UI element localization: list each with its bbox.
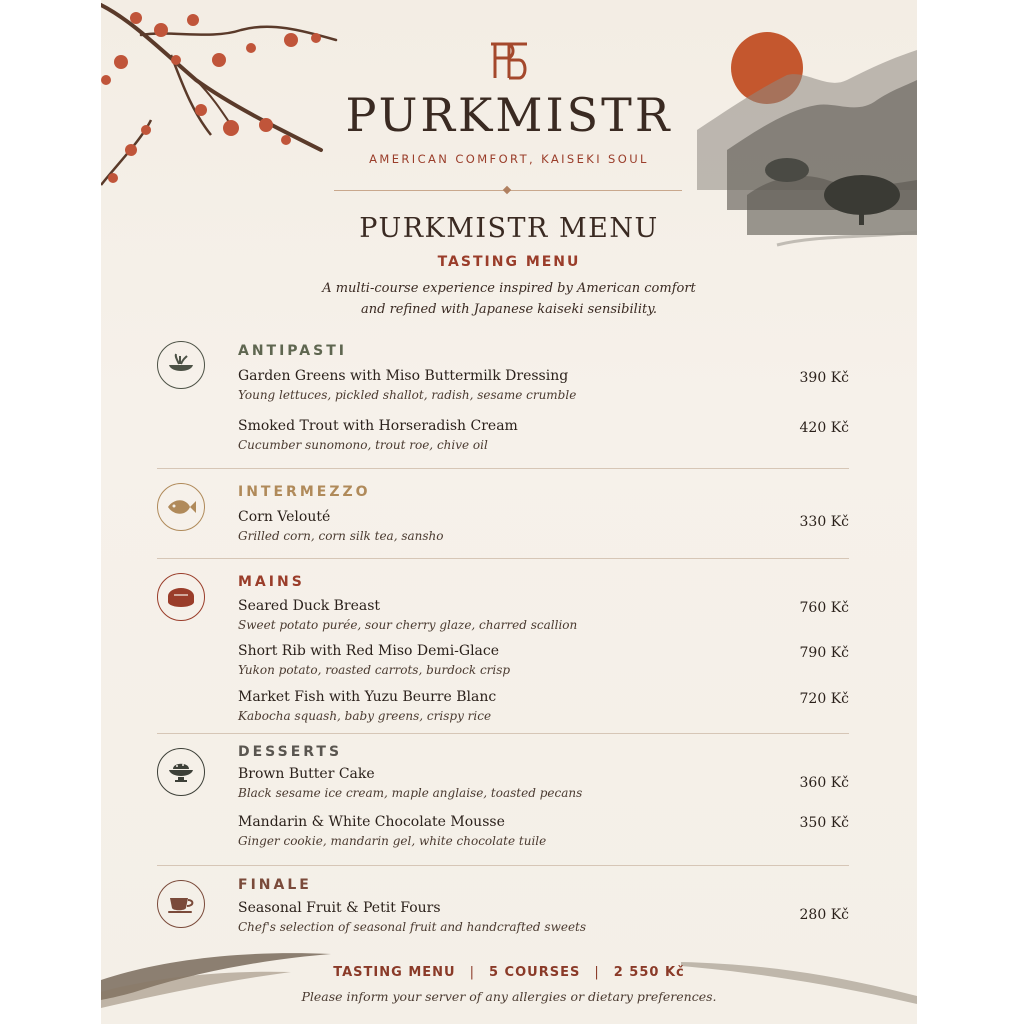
brand-tagline: AMERICAN COMFORT, KAISEKI SOUL — [369, 152, 649, 166]
footer-courses: 5 COURSES — [488, 965, 581, 980]
teacup-icon — [157, 880, 205, 928]
footer-label: TASTING MENU — [333, 965, 456, 980]
menu-item-description: Black sesame ice cream, maple anglaise, toasted pecans — [238, 786, 583, 800]
menu-item-price: 330 Kč — [799, 514, 849, 530]
menu-item-price: 350 Kč — [799, 815, 849, 831]
menu-item-price: 390 Kč — [799, 370, 849, 386]
menu-item-price: 280 Kč — [799, 907, 849, 923]
menu-subtitle: TASTING MENU — [437, 254, 581, 270]
menu-item-name: Garden Greens with Miso Buttermilk Dressing — [238, 368, 569, 384]
bowl-greens-icon — [157, 341, 205, 389]
section-divider — [157, 733, 849, 734]
footer-separator: | — [469, 965, 475, 980]
menu-item-description: Young lettuces, pickled shallot, radish, sesame crumble — [238, 388, 577, 402]
divider-ornament — [503, 186, 511, 194]
dessert-bowl-icon — [157, 748, 205, 796]
menu-item-price: 760 Kč — [799, 600, 849, 616]
intro-line-1: A multi-course experience inspired by American comfort — [322, 281, 696, 296]
menu-item-name: Brown Butter Cake — [238, 766, 375, 782]
allergy-note: Please inform your server of any allergies or dietary preferences. — [301, 989, 717, 1004]
menu-item-description: Yukon potato, roasted carrots, burdock crisp — [238, 663, 511, 677]
menu-item-description: Kabocha squash, baby greens, crispy rice — [238, 709, 492, 723]
footer-total-price: 2 550 Kč — [613, 965, 685, 980]
section-title-intermezzo: INTERMEZZO — [238, 484, 371, 500]
menu-page — [101, 0, 917, 1024]
steak-icon — [157, 573, 205, 621]
fish-icon — [157, 483, 205, 531]
menu-item-name: Seasonal Fruit & Petit Fours — [238, 900, 441, 916]
menu-item-price: 720 Kč — [799, 691, 849, 707]
section-divider — [157, 468, 849, 469]
brand-monogram-logo — [491, 42, 527, 80]
section-title-antipasti: ANTIPASTI — [238, 343, 347, 359]
menu-item-name: Market Fish with Yuzu Beurre Blanc — [238, 689, 497, 705]
menu-item-name: Smoked Trout with Horseradish Cream — [238, 418, 518, 434]
footer-separator: | — [594, 965, 600, 980]
section-title-finale: FINALE — [238, 877, 312, 893]
menu-title: PURKMISTR MENU — [359, 213, 659, 244]
brush-stroke-decoration — [101, 940, 917, 1024]
section-title-desserts: DESSERTS — [238, 744, 343, 760]
menu-item-description: Ginger cookie, mandarin gel, white chocolate tuile — [238, 834, 547, 848]
menu-item-name: Seared Duck Breast — [238, 598, 381, 614]
section-divider — [157, 865, 849, 866]
menu-item-description: Cucumber sunomono, trout roe, chive oil — [238, 438, 488, 452]
menu-item-description: Grilled corn, corn silk tea, sansho — [238, 529, 444, 543]
section-divider — [157, 558, 849, 559]
brand-name: PURKMISTR — [345, 88, 673, 142]
menu-intro — [309, 278, 709, 320]
menu-item-description: Chef's selection of seasonal fruit and handcrafted sweets — [238, 920, 587, 934]
intro-line-2: and refined with Japanese kaiseki sensibility. — [361, 302, 657, 317]
tasting-menu-summary — [101, 965, 917, 980]
menu-item-price: 360 Kč — [799, 775, 849, 791]
menu-item-description: Sweet potato purée, sour cherry glaze, charred scallion — [238, 618, 578, 632]
menu-item-name: Mandarin & White Chocolate Mousse — [238, 814, 505, 830]
menu-item-name: Corn Velouté — [238, 509, 331, 525]
menu-item-price: 790 Kč — [799, 645, 849, 661]
section-title-mains: MAINS — [238, 574, 305, 590]
menu-item-name: Short Rib with Red Miso Demi-Glace — [238, 643, 500, 659]
menu-item-price: 420 Kč — [799, 420, 849, 436]
